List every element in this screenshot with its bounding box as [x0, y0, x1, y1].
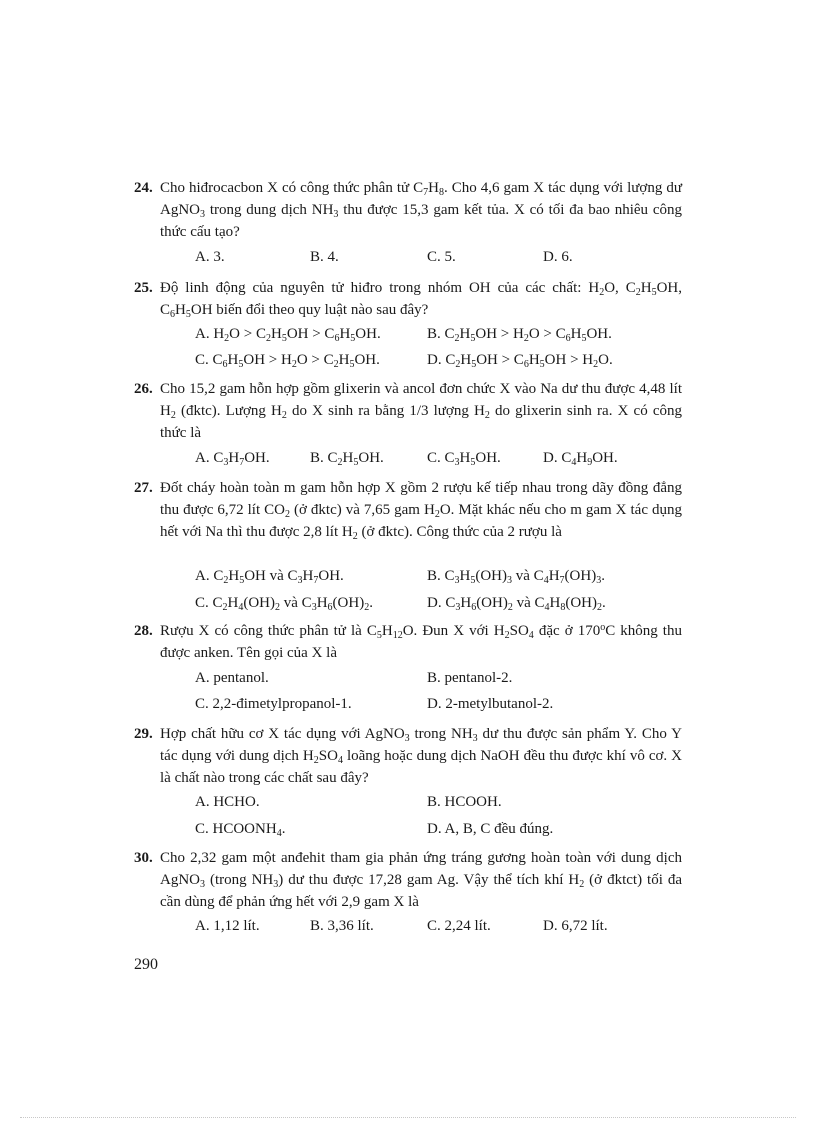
question-text: Rượu X có công thức phân tử là $C_5H_{12}O$. Đun X với $H_2SO_4$ đặc ở 170$^o$C không thu được anken. Tên gọi của X là [160, 622, 682, 661]
option-d: D. 6. [543, 249, 573, 265]
question-text: Đốt cháy hoàn toàn m gam hỗn hợp X gồm 2 rượu kế tiếp nhau trong dãy đồng đẳng thu được 6,72 lít $CO_2$ (ở đktc) và 7,65 gam $H_2O$. Mặt khác nếu cho m gam X tác dụng hết với Na thì thu được 2,8 lít $H_2$ (ở đktc). Công thức của 2 rượu là [160, 480, 682, 542]
option-c: C. 2,2-đimetylpropanol-1. [195, 696, 352, 712]
option-c: C. 5. [427, 249, 456, 265]
option-d: D. 6,72 lít. [543, 918, 608, 934]
option-b: B. $C_2H_5OH$. [310, 450, 384, 468]
page-number: 290 [134, 956, 158, 973]
question-number: 25. [134, 280, 153, 296]
question-28 [134, 620, 682, 664]
option-d: D. $C_3H_6(OH)_2$ và $C_4H_8(OH)_2$. [427, 595, 606, 613]
option-d: D. A, B, C đều đúng. [427, 821, 554, 837]
footer-divider [20, 1117, 796, 1118]
option-b: B. 4. [310, 249, 339, 265]
option-c: C. $HCOONH_4$. [195, 821, 286, 839]
question-text: Hợp chất hữu cơ X tác dụng với AgNO$_3$ trong $NH_3$ dư thu được sản phẩm Y. Cho Y tác dụng với dung dịch $H_2SO_4$ loãng hoặc dung dịch NaOH đều thu được khí vô cơ. X là chất nào trong các chất sau đây? [160, 726, 682, 786]
option-a: A. 1,12 lít. [195, 918, 260, 934]
option-b: B. $C_2H_5OH > H_2O > C_6H_5OH$. [427, 326, 612, 344]
option-c: C. $C_6H_5OH > H_2O > C_2H_5OH$. [195, 352, 380, 370]
question-24 [134, 177, 682, 243]
question-number: 24. [134, 180, 153, 196]
question-29 [134, 723, 682, 789]
question-27 [134, 477, 682, 543]
option-b: B. $C_3H_5(OH)_3$ và $C_4H_7(OH)_3$. [427, 568, 605, 586]
option-c: C. 2,24 lít. [427, 918, 491, 934]
option-d: D. $C_2H_5OH > C_6H_5OH > H_2O$. [427, 352, 613, 370]
question-number: 26. [134, 381, 153, 397]
option-a: A. HCHO. [195, 794, 260, 810]
option-c: C. $C_3H_5OH$. [427, 450, 501, 468]
question-text: Cho 2,32 gam một anđehit tham gia phản ứng tráng gương hoàn toàn với dung dịch AgNO$_3$ (trong $NH_3$) dư thu được 17,28 gam Ag. Vậy thể tích khí $H_2$ (ở đktct) tối đa cần dùng để phản ứng hết với 2,9 gam X là [160, 850, 682, 910]
option-a: A. 3. [195, 249, 225, 265]
option-d: D. 2-metylbutanol-2. [427, 696, 554, 712]
question-25 [134, 277, 682, 321]
question-text: Độ linh động của nguyên tử hiđro trong nhóm OH của các chất: $H_2O$, $C_2H_5OH$, $C_6H_5OH$ biến đổi theo quy luật nào sau đây? [160, 280, 682, 320]
option-b: B. pentanol-2. [427, 670, 513, 686]
option-c: C. $C_2H_4(OH)_2$ và $C_3H_6(OH)_2$. [195, 595, 373, 613]
option-d: D. $C_4H_9OH$. [543, 450, 618, 468]
question-number: 28. [134, 623, 153, 639]
question-text: Cho hiđrocacbon X có công thức phân tử $C_7H_8$. Cho 4,6 gam X tác dụng với lượng dư AgNO$_3$ trong dung dịch $NH_3$ thu được 15,3 gam kết tủa. X có tối đa bao nhiêu công thức cấu tạo? [160, 180, 682, 240]
question-26 [134, 378, 682, 444]
question-number: 29. [134, 726, 153, 742]
option-a: A. $C_2H_5OH$ và $C_3H_7OH$. [195, 568, 344, 586]
option-b: B. HCOOH. [427, 794, 502, 810]
question-number: 27. [134, 480, 153, 496]
option-a: A. $H_2O > C_2H_5OH > C_6H_5OH$. [195, 326, 381, 344]
option-a: A. $C_3H_7OH$. [195, 450, 270, 468]
question-number: 30. [134, 850, 153, 866]
option-b: B. 3,36 lít. [310, 918, 374, 934]
option-a: A. pentanol. [195, 670, 269, 686]
question-text: Cho 15,2 gam hỗn hợp gồm glixerin và ancol đơn chức X vào Na dư thu được 4,48 lít $H_2$ (đktc). Lượng $H_2$ do X sinh ra bằng 1/3 lượng $H_2$ do glixerin sinh ra. X có công thức là [160, 381, 682, 441]
question-30 [134, 847, 682, 913]
